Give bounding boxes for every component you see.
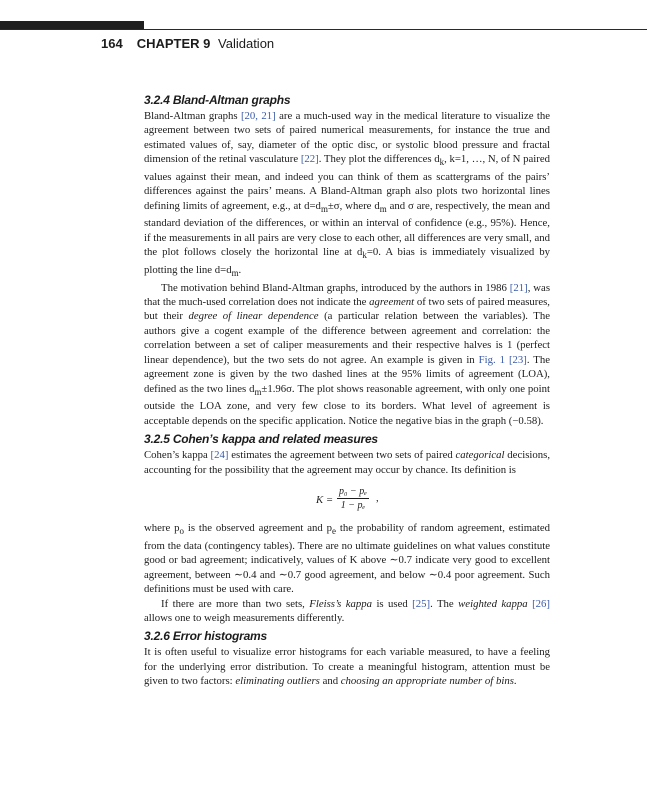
- citation-link[interactable]: [23]: [508, 353, 527, 366]
- citation-link[interactable]: [26]: [532, 597, 550, 610]
- citation-link[interactable]: [20, 21]: [240, 110, 276, 122]
- paragraph: The motivation behind Bland-Altman graphs, introduced by the authors in 1986 [21], was that the much-used correlation does not indicate the agreement of two sets of paired measures, but their degree of linear dependence (a particular relation between the variables). The authors give a cogent example of the difference between agreement and correlation: the correlation between a set of caliper measurements and their respective halves is 1 (perfect linear dependence), but the two sets do not agree. An example is given in Fig. 1 [23]. The agreement zone is given by the two dashed lines at the 95% limits of agreement (LOA), defined as the two lines $d_m\pm 1.96\sigma$. The plot shows reasonable agreement, with only one point outside the LOA zone, and very few close to its borders. What level of agreement is acceptable depends on the specific application. Notice the negative bias in the graph (−0.58).: [144, 281, 551, 427]
- running-head: [101, 36, 274, 51]
- citation-link[interactable]: [25]: [412, 597, 431, 610]
- header-rule: [0, 29, 647, 30]
- chapter-label: CHAPTER 9: [136, 36, 211, 51]
- equation-fraction: [337, 485, 369, 512]
- citation-link[interactable]: [21]: [509, 281, 528, 294]
- chapter-title: Validation: [218, 36, 275, 51]
- body-text: [144, 92, 550, 689]
- section-heading-bland-altman: 3.2.4 Bland-Altman graphs: [144, 93, 291, 107]
- equation-numerator: p₀ − pₑ: [339, 486, 367, 498]
- paragraph: If there are more than two sets, Fleiss’s kappa is used [25]. The weighted kappa [26] allows one to weigh measurements differently.: [144, 597, 550, 624]
- section-heading-error-histograms: 3.2.6 Error histograms: [144, 629, 267, 644]
- citation-link[interactable]: [24]: [210, 449, 229, 462]
- paragraph: Bland-Altman graphs [20, 21] are a much-used way in the medical literature to visualize the agreement between two sets of paired numerical measurements, for instance the true and estimated values of, say, diameter of the optic disc, or systolic blood pressure and fractal dimension of the retinal vasculature [22]. They plot the differences $d_k$, k=1, …, N, of N paired values against their mean, and indeed you can think of them as scattergrams of the pairs’ differences against the pairs’ means. A Bland-Altman graph also plots two horizontal lines defining limits of agreement, e.g., at $d=d_m\pm\sigma$, where $d_m$ and σ are, respectively, the mean and standard deviation of the differences, or within an interval of confidence (e.g., 95%). Hence, if the measurements in all pairs are very close to each other, all differences are very small, and the plot follows closely the horizontal line at $d_k=0$. A bias is immediately visualized by plotting the line $d=d_m$.: [144, 110, 550, 279]
- equation-denominator: 1 − pₑ: [340, 500, 366, 512]
- paragraph: where $p_o$ is the observed agreement and $p_e$ the probability of random agreement, estimated from the data (contingency tables). There are no ultimate guidelines on what values constitute good or bad agreement; indicatively, values of K above ∼0.7 indicate very good to excellent agreement, between ∼0.4 and ∼0.7 good agreement, and below ∼0.4 poor agreement. Such definitions must be used with care.: [144, 522, 550, 596]
- page-number: 164: [101, 36, 123, 51]
- paragraph: Cohen’s kappa [24] estimates the agreement between two sets of paired categorical decisions, accounting for the possibility that the agreement may occur by chance. Its definition is: [144, 449, 551, 476]
- equation-trail: ,: [376, 492, 379, 505]
- equation-lhs: K =: [316, 494, 334, 507]
- section-heading-cohens-kappa: 3.2.5 Cohen’s kappa and related measures: [144, 432, 378, 447]
- kappa-equation: [144, 485, 550, 515]
- citation-link[interactable]: [22]: [300, 153, 319, 166]
- figure-link[interactable]: Fig. 1: [478, 353, 505, 366]
- paragraph: It is often useful to visualize error histograms for each variable measured, to have a feeling for the underlying error distribution. To create a meaningful histogram, attention must be given to two factors: eliminating outliers and choosing an appropriate number of bins.: [144, 646, 550, 688]
